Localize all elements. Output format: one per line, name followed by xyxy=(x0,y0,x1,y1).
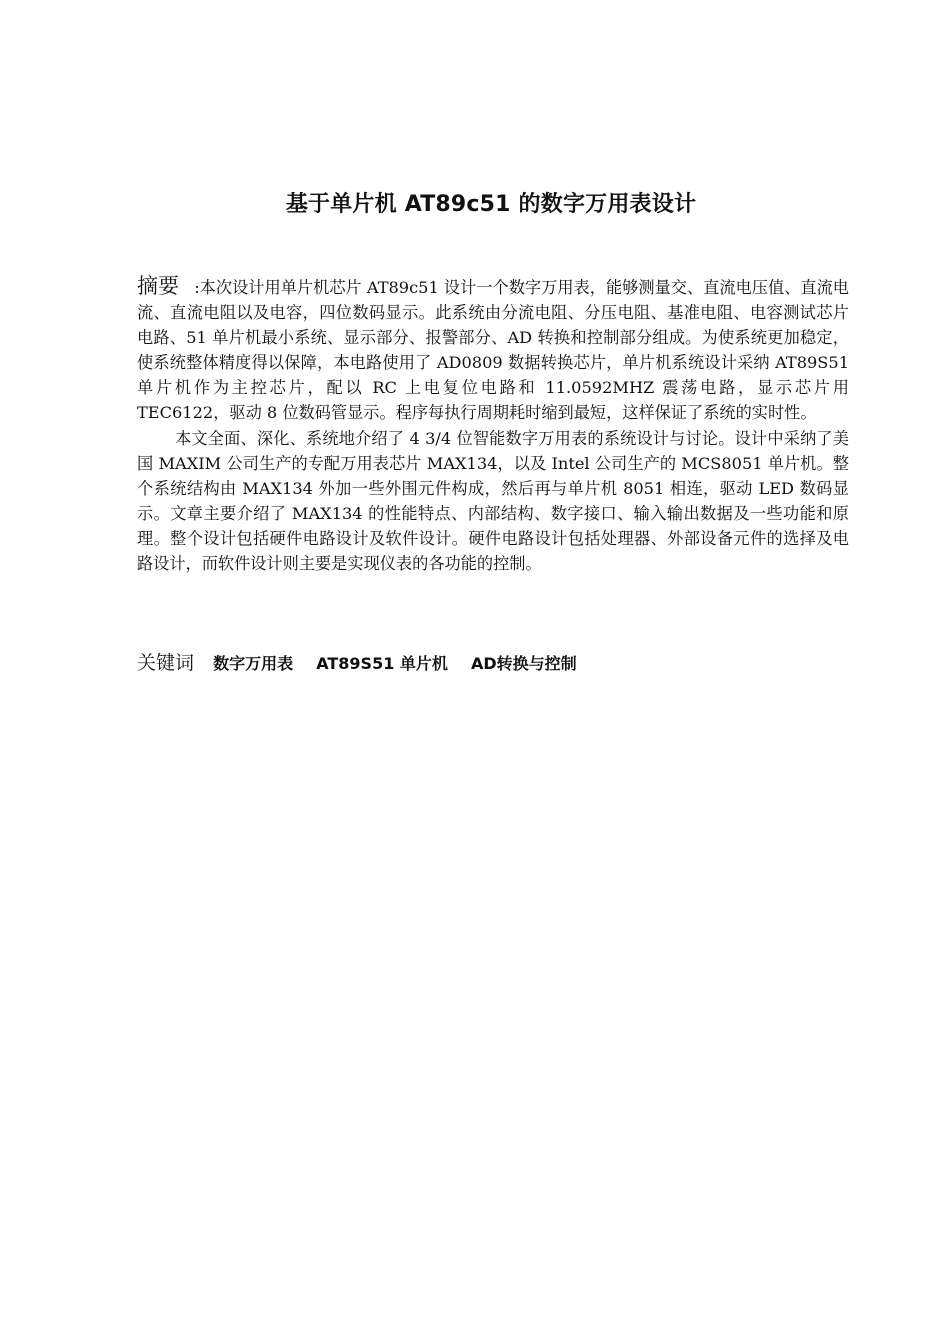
abstract-section xyxy=(137,274,849,576)
abstract-text-1: :本次设计用单片机芯片 AT89c51 设计一个数字万用表，能够测量交、直流电压值、直流电流、直流电阻以及电容，四位数码显示。此系统由分流电阻、分压电阻、基准电阻、电容测试芯片电路、51 单片机最小系统、显示部分、报警部分、AD 转换和控制部分组成。为使系统更加稳定，使系统整体精度得以保障，本电路使用了 AD0809 数据转换芯片，单片机系统设计采纳 AT89S51 单片机作为主控芯片，配以 RC 上电复位电路和 11.0592MHZ 震荡电路，显示芯片用 TEC6122，驱动 8 位数码管显示。程序每执行周期耗时缩到最短，这样保证了系统的实时性。 xyxy=(137,278,849,423)
document-title: 基于单片机 AT89c51 的数字万用表设计 xyxy=(285,192,697,217)
keyword-item: AT89S51 单片机 xyxy=(316,654,448,673)
keyword-item: AD转换与控制 xyxy=(471,654,577,673)
abstract-paragraph-1 xyxy=(137,274,849,426)
abstract-label: 摘要 xyxy=(137,274,180,298)
abstract-paragraph-2: 本文全面、深化、系统地介绍了 4 3/4 位智能数字万用表的系统设计与讨论。设计中采纳了美国 MAXIM 公司生产的专配万用表芯片 MAX134，以及 Intel 公司生产的 MCS8051 单片机。整个系统结构由 MAX134 外加一些外围元件构成，然后再与单片机 8051 相连，驱动 LED 数码显示。文章主要介绍了 MAX134 的性能特点、内部结构、数字接口、输入输出数据及一些功能和原理。整个设计包括硬件电路设计及软件设计。硬件电路设计包括处理器、外部设备元件的选择及电路设计，而软件设计则主要是实现仪表的各功能的控制。 xyxy=(137,428,849,574)
keywords-section xyxy=(137,650,849,677)
keywords-label: 关键词 xyxy=(137,652,195,674)
keyword-item: 数字万用表 xyxy=(213,654,294,673)
